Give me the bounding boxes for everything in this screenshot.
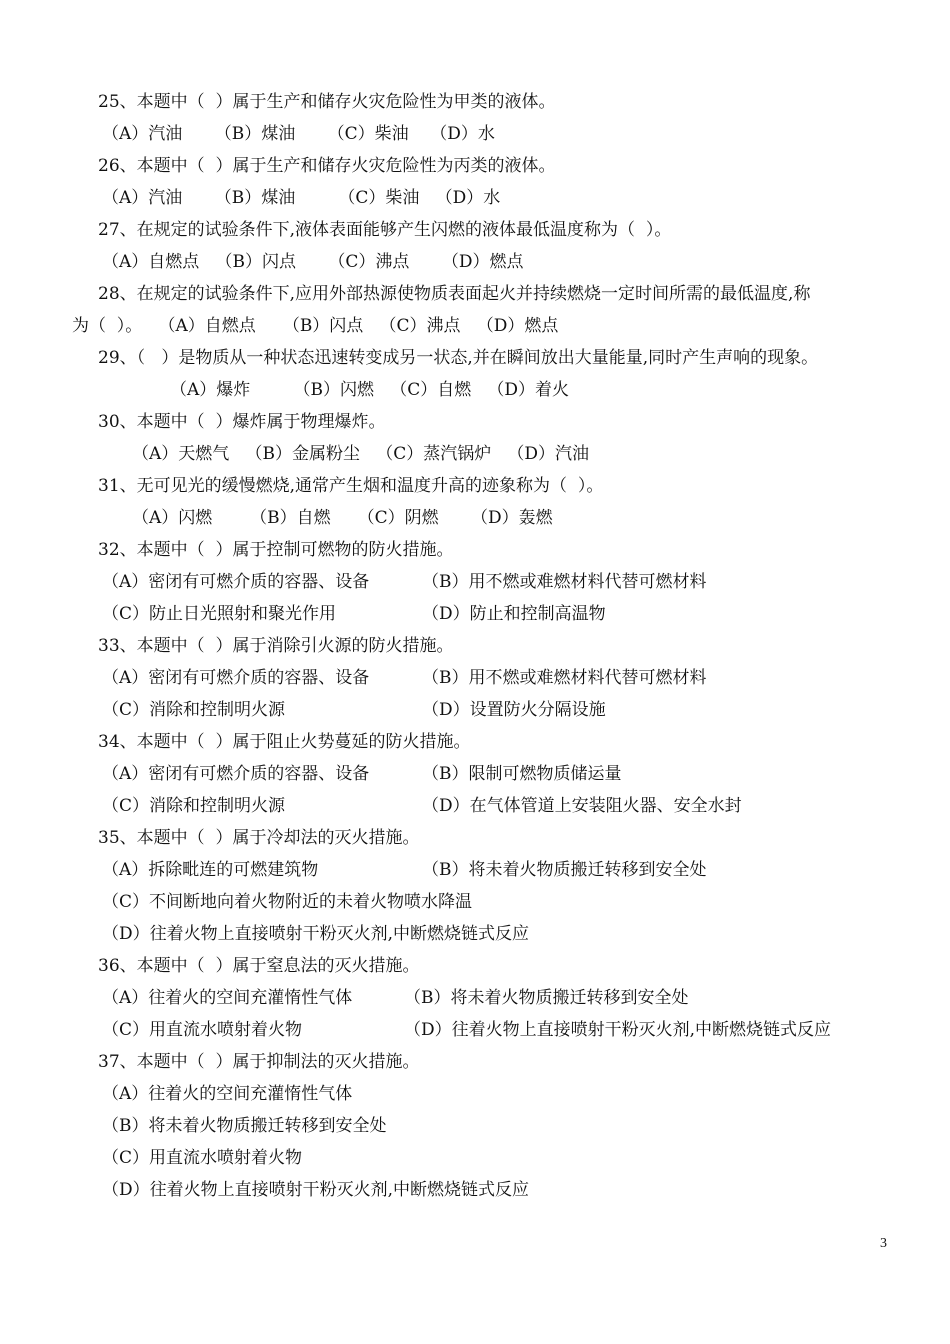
q25-options: （A）汽油 （B）煤油 （C）柴油 （D）水 (102, 124, 495, 144)
q27-options: （A）自燃点 （B）闪点 （C）沸点 （D）燃点 (102, 252, 524, 272)
q32-option-a: （A）密闭有可燃介质的容器、设备 (102, 572, 370, 592)
q35-option-c: （C）不间断地向着火物附近的未着火物喷水降温 (102, 892, 473, 912)
q35-option-a: （A）拆除毗连的可燃建筑物 (102, 860, 319, 880)
q33-option-a: （A）密闭有可燃介质的容器、设备 (102, 668, 370, 688)
q34-option-a: （A）密闭有可燃介质的容器、设备 (102, 764, 370, 784)
page-number: 3 (880, 1236, 887, 1251)
q32-option-d: （D）防止和控制高温物 (422, 604, 606, 624)
q36-option-d: （D）往着火物上直接喷射干粉灭火剂,中断燃烧链式反应 (404, 1020, 832, 1040)
q30-options: （A）天燃气 （B）金属粉尘 （C）蒸汽锅炉 （D）汽油 (132, 444, 590, 464)
q28-stem: 28、在规定的试验条件下,应用外部热源使物质表面起火并持续燃烧一定时间所需的最低温度,称 (98, 284, 811, 304)
q34-stem: 34、本题中（ ）属于阻止火势蔓延的防火措施。 (98, 732, 471, 752)
q35-stem: 35、本题中（ ）属于冷却法的灭火措施。 (98, 828, 420, 848)
q34-option-b: （B）限制可燃物质储运量 (422, 764, 622, 784)
q34-option-c: （C）消除和控制明火源 (102, 796, 286, 816)
q37-option-d: （D）往着火物上直接喷射干粉灭火剂,中断燃烧链式反应 (102, 1180, 530, 1200)
q29-stem: 29、（ ）是物质从一种状态迅速转变成另一状态,并在瞬间放出大量能量,同时产生声响的现象。 (98, 348, 819, 368)
q30-stem: 30、本题中（ ）爆炸属于物理爆炸。 (98, 412, 386, 432)
q36-option-c: （C）用直流水喷射着火物 (102, 1020, 303, 1040)
q33-option-d: （D）设置防火分隔设施 (422, 700, 606, 720)
q26-options: （A）汽油 （B）煤油 （C）柴油 （D）水 (102, 188, 501, 208)
q36-stem: 36、本题中（ ）属于窒息法的灭火措施。 (98, 956, 420, 976)
q36-option-b: （B）将未着火物质搬迁转移到安全处 (404, 988, 689, 1008)
q31-stem: 31、无可见光的缓慢燃烧,通常产生烟和温度升高的迹象称为（ ）。 (98, 476, 604, 496)
q37-option-b: （B）将未着火物质搬迁转移到安全处 (102, 1116, 387, 1136)
q37-option-c: （C）用直流水喷射着火物 (102, 1148, 303, 1168)
q25-stem: 25、本题中（ ）属于生产和储存火灾危险性为甲类的液体。 (98, 92, 556, 112)
q35-option-b: （B）将未着火物质搬迁转移到安全处 (422, 860, 707, 880)
q29-options: （A）爆炸 （B）闪燃 （C）自燃 （D）着火 (170, 380, 570, 400)
q37-stem: 37、本题中（ ）属于抑制法的灭火措施。 (98, 1052, 420, 1072)
q35-option-d: （D）往着火物上直接喷射干粉灭火剂,中断燃烧链式反应 (102, 924, 530, 944)
q28-stem-continued: 为（ ）。 （A）自燃点 （B）闪点 （C）沸点 （D）燃点 (72, 316, 559, 336)
q33-stem: 33、本题中（ ）属于消除引火源的防火措施。 (98, 636, 454, 656)
q32-option-b: （B）用不燃或难燃材料代替可燃材料 (422, 572, 707, 592)
q32-stem: 32、本题中（ ）属于控制可燃物的防火措施。 (98, 540, 454, 560)
q33-option-c: （C）消除和控制明火源 (102, 700, 286, 720)
q32-option-c: （C）防止日光照射和聚光作用 (102, 604, 337, 624)
q34-option-d: （D）在气体管道上安装阻火器、安全水封 (422, 796, 742, 816)
q37-option-a: （A）往着火的空间充灌惰性气体 (102, 1084, 353, 1104)
q33-option-b: （B）用不燃或难燃材料代替可燃材料 (422, 668, 707, 688)
q31-options: （A）闪燃 （B）自燃 （C）阴燃 （D）轰燃 (132, 508, 553, 528)
q26-stem: 26、本题中（ ）属于生产和储存火灾危险性为丙类的液体。 (98, 156, 556, 176)
q36-option-a: （A）往着火的空间充灌惰性气体 (102, 988, 353, 1008)
q27-stem: 27、在规定的试验条件下,液体表面能够产生闪燃的液体最低温度称为（ ）。 (98, 220, 672, 240)
